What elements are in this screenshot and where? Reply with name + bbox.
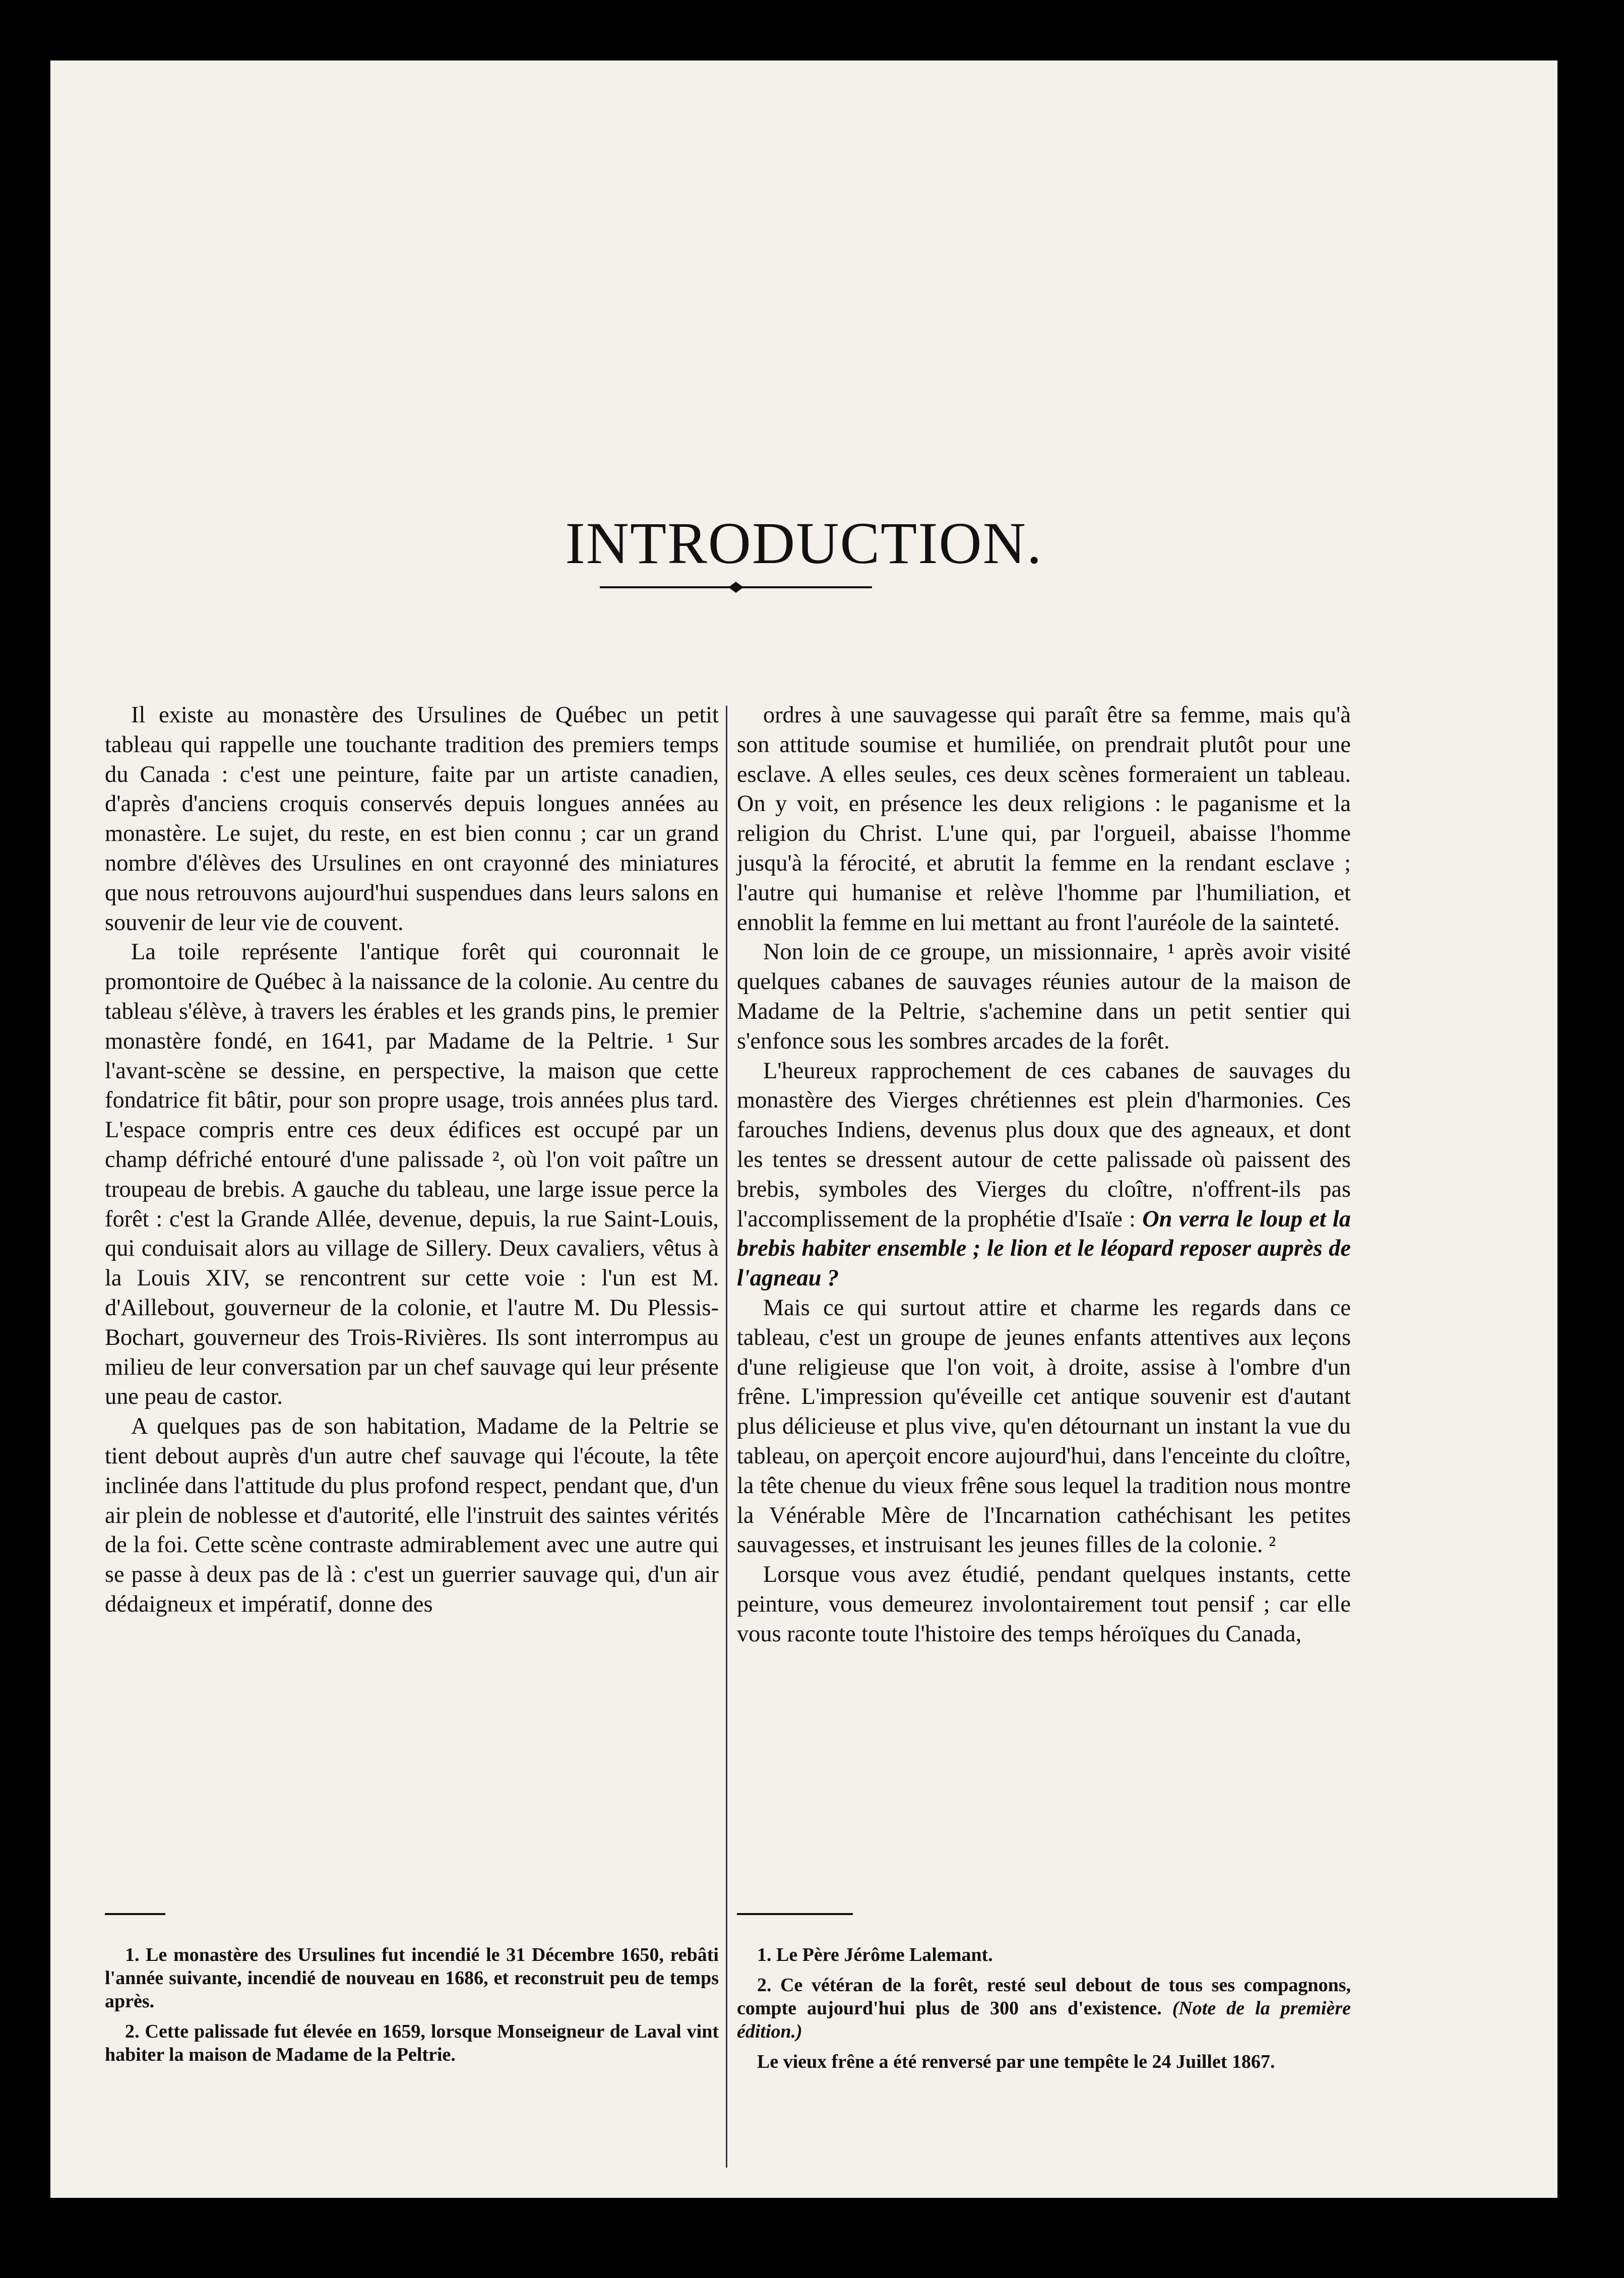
paragraph [737,1057,1351,1294]
footnote-rule [105,1913,165,1915]
left-column [105,701,719,1620]
footnote-rule [737,1913,853,1915]
footnote-text: 2. Ce vétéran de la forêt, resté seul debout de tous ses compagnons, compte aujourd'hui plus de 300 ans d'existence. [737,1975,1351,2019]
footnote: 1. Le monastère des Ursulines fut incendié le 31 Décembre 1650, rebâti l'année suivante, incendié de nouveau en 1686, et reconstruit peu de temps après. [105,1944,719,2012]
footnote: 2. Cette palissade fut élevée en 1659, lorsque Monseigneur de Laval vint habiter la maison de Madame de la Peltrie. [105,2021,719,2065]
paragraph: A quelques pas de son habitation, Madame de la Peltrie se tient debout auprès d'un autre chef sauvage qui l'écoute, la tête inclinée dans l'attitude du plus profond respect, pendant que, d'un air plein de noblesse et d'autorité, elle l'instruit des saintes vérités de la foi. Cette scène contraste admirablement avec une autre qui se passe à deux pas de là : c'est un guerrier sauvage qui, d'un air dédaigneux et impératif, donne des [105,1413,719,1617]
footnote [737,1974,1351,2043]
footnote-note: (Note de la première édition.) [737,1998,1351,2042]
left-footnotes [105,1943,719,2073]
paragraph: Non loin de ce groupe, un missionnaire, ¹ après avoir visité quelques cabanes de sauvages réunies autour de la maison de Madame de la Peltrie, s'achemine dans un petit sentier qui s'enfonce sous les sombres arcades de la forêt. [737,939,1351,1054]
footnote: 1. Le Père Jérôme Lalemant. [757,1944,993,1965]
paragraph: La toile représente l'antique forêt qui couronnait le promontoire de Québec à la naissance de la colonie. Au centre du tableau s'élève, à travers les érables et les grands pins, le premier monastère fondé, en 1641, par Madame de la Peltrie. ¹ Sur l'avant-scène se dessine, en perspective, la maison que cette fondatrice fit bâtir, pour son propre usage, trois années plus tard. L'espace compris entre ces deux édifices est occupé par un champ défriché entouré d'une palissade ², où l'on voit paître un troupeau de brebis. A gauche du tableau, une large issue perce la forêt : c'est la Grande Allée, devenue, depuis, la rue Saint-Louis, qui conduisait alors au village de Sillery. Deux cavaliers, vêtus à la Louis XIV, se rencontrent sur cette voie : l'un est M. d'Aillebout, gouverneur de la colonie, et l'autre M. Du Plessis-Bochart, gouverneur des Trois-Rivières. Ils sont interrompus au milieu de leur conversation par un chef sauvage qui leur présente une peau de castor. [105,939,719,1410]
paragraph: Mais ce qui surtout attire et charme les regards dans ce tableau, c'est un groupe de jeunes enfants attentives aux leçons d'une religieuse que l'on voit, à droite, assise à l'ombre d'un frêne. L'impression qu'éveille cet antique souvenir est d'autant plus délicieuse et plus vive, qu'en détournant un instant la vue du tableau, on aperçoit encore aujourd'hui, dans l'enceinte du cloître, la tête chenue du vieux frêne sous lequel la tradition nous montre la Vénérable Mère de l'Incarnation cathéchisant les petites sauvagesses, et instruisant les jeunes filles de la colonie. ² [737,1295,1351,1558]
paragraph-text: L'heureux rapprochement de ces cabanes de sauvages du monastère des Vierges chrétiennes est plein d'harmonies. Ces farouches Indiens, devenus plus doux que des agneaux, et dont les tentes se dressent autour de cette palissade où paissent des brebis, symboles des Vierges du cloître, n'offrent-ils pas l'accomplissement de la prophétie d'Isaïe : [737,1058,1351,1232]
column-divider [726,706,727,2168]
paragraph: ordres à une sauvagesse qui paraît être sa femme, mais qu'à son attitude soumise et humiliée, on prendrait plutôt pour une esclave. A elles seules, ces deux scènes formeraient un tableau. On y voit, en présence les deux religions : le paganisme et la religion du Christ. L'une qui, par l'orgueil, abaisse l'homme jusqu'à la férocité, et abrutit la femme en la rendant esclave ; l'autre qui humanise et relève l'homme par l'humiliation, et ennoblit la femme en lui mettant au front l'auréole de la sainteté. [737,702,1351,936]
right-footnotes [737,1943,1351,2080]
footnote: Le vieux frêne a été renversé par une tempête le 24 Juillet 1867. [757,2051,1275,2072]
paper-sheet [50,60,1557,2198]
right-column [737,701,1351,1649]
italic-quotation: On verra le loup et la brebis habiter ensemble ; le lion et le léopard reposer auprès de l'agneau ? [737,1206,1351,1291]
paragraph: Il existe au monastère des Ursulines de Québec un petit tableau qui rappelle une touchante tradition des premiers temps du Canada : c'est une peinture, faite par un artiste canadien, d'après d'anciens croquis conservés depuis longues années au monastère. Le sujet, du reste, en est bien connu ; car un grand nombre d'élèves des Ursulines en ont crayonné des miniatures que nous retrouvons aujourd'hui suspendues dans leurs salons en souvenir de leur vie de couvent. [105,702,719,936]
paragraph: Lorsque vous avez étudié, pendant quelques instants, cette peinture, vous demeurez involontairement tout pensif ; car elle vous raconte toute l'histoire des temps héroïques du Canada, [737,1562,1351,1647]
page-title: INTRODUCTION. [565,510,1043,576]
ornamental-divider [595,575,877,600]
